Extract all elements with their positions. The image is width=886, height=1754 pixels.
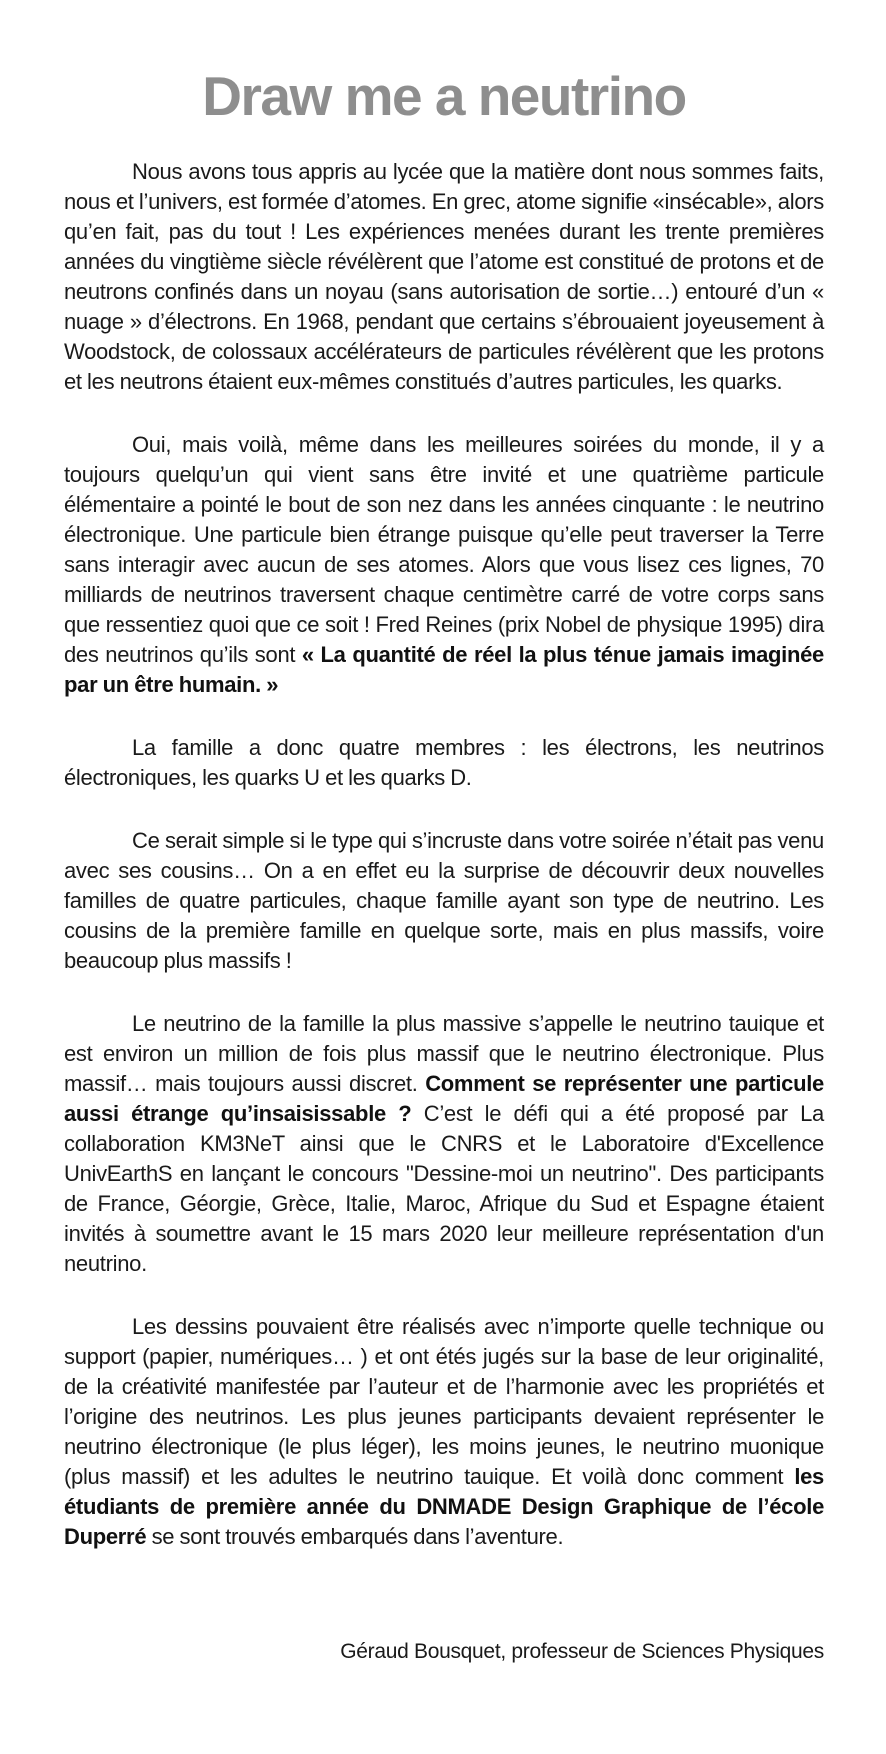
paragraph-text: Ce serait simple si le type qui s’incruste dans votre soirée n’était pas venu avec ses cousins… On a en effet eu la surprise de découvrir deux nouvelles familles de quatre particules, chaque famille ayant son type de neutrino. Les cousins de la première famille en quelque sorte, mais en plus massifs, voire beaucoup plus massifs ! (64, 828, 824, 973)
quote-reines: « La quantité de réel la plus ténue jamais imaginée par un être humain. » (64, 642, 824, 697)
paragraph-family (64, 733, 824, 793)
article-body (64, 157, 824, 1552)
paragraph-neutrino-discovery (64, 430, 824, 700)
page-title: Draw me a neutrino (202, 65, 686, 127)
paragraph-contest (64, 1009, 824, 1279)
emphasis-students: les étudiants de première année du DNMADE Design Graphique de l’école Duperré (64, 1464, 824, 1549)
paragraph-text: Nous avons tous appris au lycée que la matière dont nous sommes faits, nous et l’univers, est formée d’atomes. En grec, atome signifie «insécable», alors qu’en fait, pas du tout ! Les expériences menées durant les trente premières années du vingtième siècle révélèrent que l’atome est constitué de protons et de neutrons confinés dans un noyau (sans autorisation de sortie…) entouré d’un « nuage » d’électrons. En 1968, pendant que certains s’ébrouaient joyeusement à Woodstock, de colossaux accélérateurs de particules révélèrent que les protons et les neutrons étaient eux-mêmes constitués d’autres particules, les quarks. (64, 159, 824, 394)
paragraph-atoms (64, 157, 824, 397)
paragraph-text: Oui, mais voilà, même dans les meilleures soirées du monde, il y a toujours quelqu’un qui vient sans être invité et une quatrième particule élémentaire a pointé le bout de son nez dans les années cinquante : le neutrino électronique. Une particule bien étrange puisque qu’elle peut traverser la Terre sans interagir avec aucun de ses atomes. Alors que vous lisez ces lignes, 70 milliards de neutrinos traversent chaque centimètre carré de votre corps sans que ressentiez quoi que ce soit ! Fred Reines (prix Nobel de physique 1995) dira des neutrinos qu’ils sont (64, 432, 824, 667)
paragraph-text: La famille a donc quatre membres : les électrons, les neutrinos électroniques, les quarks U et les quarks D. (64, 735, 824, 790)
paragraph-text: C’est le défi qui a été proposé par La collaboration KM3NeT ainsi que le CNRS et le Laboratoire d'Excellence UnivEarthS en lançant le concours "Dessine-moi un neutrino". Des participants de France, Géorgie, Grèce, Italie, Maroc, Afrique du Sud et Espagne étaient invités à soumettre avant le 15 mars 2020 leur meilleure représentation d'un neutrino. (64, 1101, 824, 1276)
paragraph-cousins (64, 826, 824, 976)
paragraph-text: Le neutrino de la famille la plus massive s’appelle le neutrino tauique et est environ un million de fois plus massif que le neutrino électronique. Plus massif… mais toujours aussi discret. (64, 1011, 824, 1096)
paragraph-text: Les dessins pouvaient être réalisés avec n’importe quelle technique ou support (papier, numériques… ) et ont étés jugés sur la base de leur originalité, de la créativité manifestée par l’auteur et de l’harmonie avec les propriétés et l’origine des neutrinos. Les plus jeunes participants devaient représenter le neutrino électronique (le plus léger), les moins jeunes, le neutrino muonique (plus massif) et les adultes le neutrino tauique. Et voilà donc comment (64, 1314, 824, 1489)
paragraph-text: se sont trouvés embarqués dans l’aventure. (146, 1524, 564, 1549)
emphasis-question: Comment se représenter une particule aussi étrange qu’insaisissable ? (64, 1071, 824, 1126)
paragraph-drawings (64, 1312, 824, 1552)
author-signature: Géraud Bousquet, professeur de Sciences Physiques (340, 1640, 824, 1663)
